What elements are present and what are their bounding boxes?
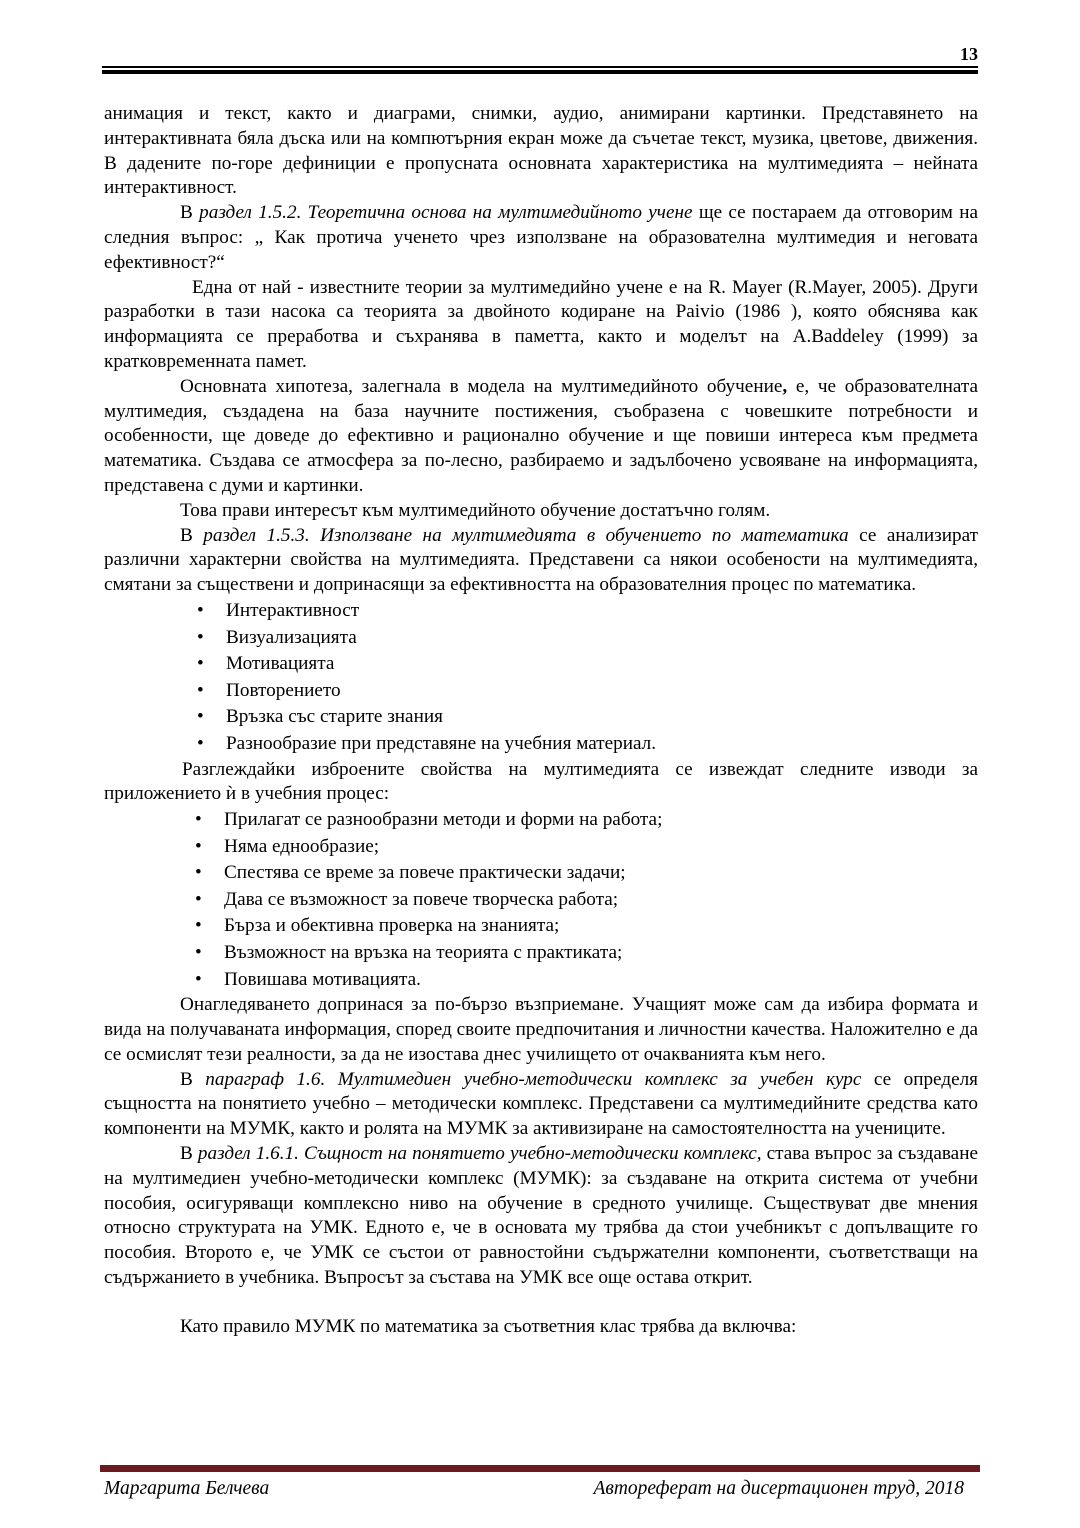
paragraph-10: В раздел 1.6.1. Същност на понятието учебно-методически комплекс, става въпрос за създаване на мултимедиен учебно-методически комплекс (МУМК): за създаване на открита система от учебни пособия, осигуряващи комплексно ниво на обучение в средното училище. Съществуват две мнения относно структурата на УМК. Едното е, че в основата му трябва да стои учебникът с допълващите го пособия. Второто е, че УМК се състои от равностойни съдържателни компоненти, съответстващи на съдържанието в учебника. Въпросът за състава на УМК все още остава открит. xyxy=(104,1143,978,1289)
list-item: • Дава се възможност за повече творческа работа; xyxy=(104,887,978,914)
list-item: • Визуализацията xyxy=(104,625,978,652)
list-item: • Прилагат се разнообразни методи и форми на работа; xyxy=(104,807,978,834)
bullet-icon: • xyxy=(195,862,202,884)
list-item: • Повторението xyxy=(104,678,978,705)
list-item: • Интерактивност xyxy=(104,598,978,625)
list-item: • Възможност на връзка на теорията с практиката; xyxy=(104,940,978,967)
bullet-icon: • xyxy=(195,915,202,937)
section-reference: параграф 1.6. Мултимедиен учебно-методически комплекс за учебен курс xyxy=(205,1068,862,1090)
header-rule xyxy=(102,66,978,74)
conclusions-list xyxy=(104,807,978,993)
paragraph-6: В раздел 1.5.3. Използване на мултимедията в обучението по математика се анализират различни характерни свойства на мултимедията. Представени са някои особености на мултимедията, смятани за съществени и допринасящи за ефективността на образователния процес по математика. xyxy=(104,524,978,596)
paragraph-2: В раздел 1.5.2. Теоретична основа на мултимедийното учене ще се постараем да отговорим на следния въпрос: „ Как протича ученето чрез използване на образователна мултимедия и неговата ефективност?“ xyxy=(104,202,978,273)
section-reference: раздел 1.6.1. Същност на понятието учебно-методически комплекс, xyxy=(197,1143,762,1165)
bullet-icon: • xyxy=(195,942,202,964)
list-item: • Спестява се време за повече практически задачи; xyxy=(104,860,978,887)
footer-title: Автореферат на дисертационен труд, 2018 xyxy=(593,1478,964,1499)
bullet-icon: • xyxy=(197,653,204,675)
paragraph-11: Като правило МУМК по математика за съответния клас трябва да включва: xyxy=(180,1315,797,1337)
footer-author: Маргарита Белчева xyxy=(104,1478,270,1499)
list-item: • Мотивацията xyxy=(104,651,978,678)
paragraph-7: Разглеждайки изброените свойства на мултимедията се извеждат следните изводи за приложението ѝ в учебния процес: xyxy=(104,758,978,805)
paragraph-5: Това прави интересът към мултимедийното обучение достатъчно голям. xyxy=(180,499,771,521)
bullet-icon: • xyxy=(197,732,204,754)
section-reference: раздел 1.5.3. Използване на мултимедията в обучението по математика xyxy=(203,524,849,546)
properties-list xyxy=(104,598,978,758)
bullet-icon: • xyxy=(197,626,204,648)
bullet-icon: • xyxy=(195,888,202,910)
list-item: • Връзка със старите знания xyxy=(104,704,978,731)
bullet-icon: • xyxy=(197,706,204,728)
paragraph-1: анимация и текст, както и диаграми, снимки, аудио, анимирани картинки. Представянето на интерактивната бяла дъска или на компютърния екран може да съчетае текст, музика, цветове, движения. В дадените по-горе дефиниции е пропусната основната характеристика на мултимедията – нейната интерактивност. xyxy=(104,103,978,199)
section-reference: раздел 1.5.2. Теоретична основа на мултимедийното учене xyxy=(199,202,693,224)
paragraph-4: Основната хипотеза, залегнала в модела на мултимедийното обучение, е, че образователната мултимедия, създадена на база научните постижения, съобразена с човешките потребности и особенности, ще доведе до ефективно и рационално обучение и ще повиши интереса към предмета математика. Създава се атмосфера за по-лесно, разбираемо и задълбочено усвояване на информацията, представена с думи и картинки. xyxy=(104,375,978,496)
bullet-icon: • xyxy=(197,599,204,621)
paragraph-8: Онагледяването допринася за по-бързо възприемане. Учащият може сам да избира формата и вида на получаваната информация, според своите предпочитания и личностни качества. Наложително е да се осмислят тези реалности, за да не изостава днес училището от очакванията към него. xyxy=(104,994,978,1065)
bullet-icon: • xyxy=(195,835,202,857)
list-item: • Няма еднообразие; xyxy=(104,834,978,861)
paragraph-9: В параграф 1.6. Мултимедиен учебно-методически комплекс за учебен курс се определя същността на понятието учебно – методически комплекс. Представени са мултимедийните средства като компоненти на МУМК, както и ролята на МУМК за активизиране на самостоятелността на учениците. xyxy=(104,1068,978,1140)
paragraph-3: Една от най - известните теории за мултимедийно учене е на R. Mayer (R.Mayer, 2005). Други разработки в тази насока са теорията за двойното кодиране на Paivio (1986 ), която обяснява как информацията се преработва и съхранява в паметта, както и моделът на A.Baddeley (1999) за кратковременната памет. xyxy=(104,276,978,372)
list-item: • Разнообразие при представяне на учебния материал. xyxy=(104,731,978,758)
bullet-icon: • xyxy=(195,809,202,831)
footer-rule xyxy=(100,1465,980,1472)
bullet-icon: • xyxy=(195,968,202,990)
page-number: 13 xyxy=(960,44,978,64)
list-item: • Бърза и обективна проверка на знанията; xyxy=(104,913,978,940)
document-body xyxy=(104,102,978,1340)
bullet-icon: • xyxy=(197,679,204,701)
list-item: • Повишава мотивацията. xyxy=(104,967,978,994)
